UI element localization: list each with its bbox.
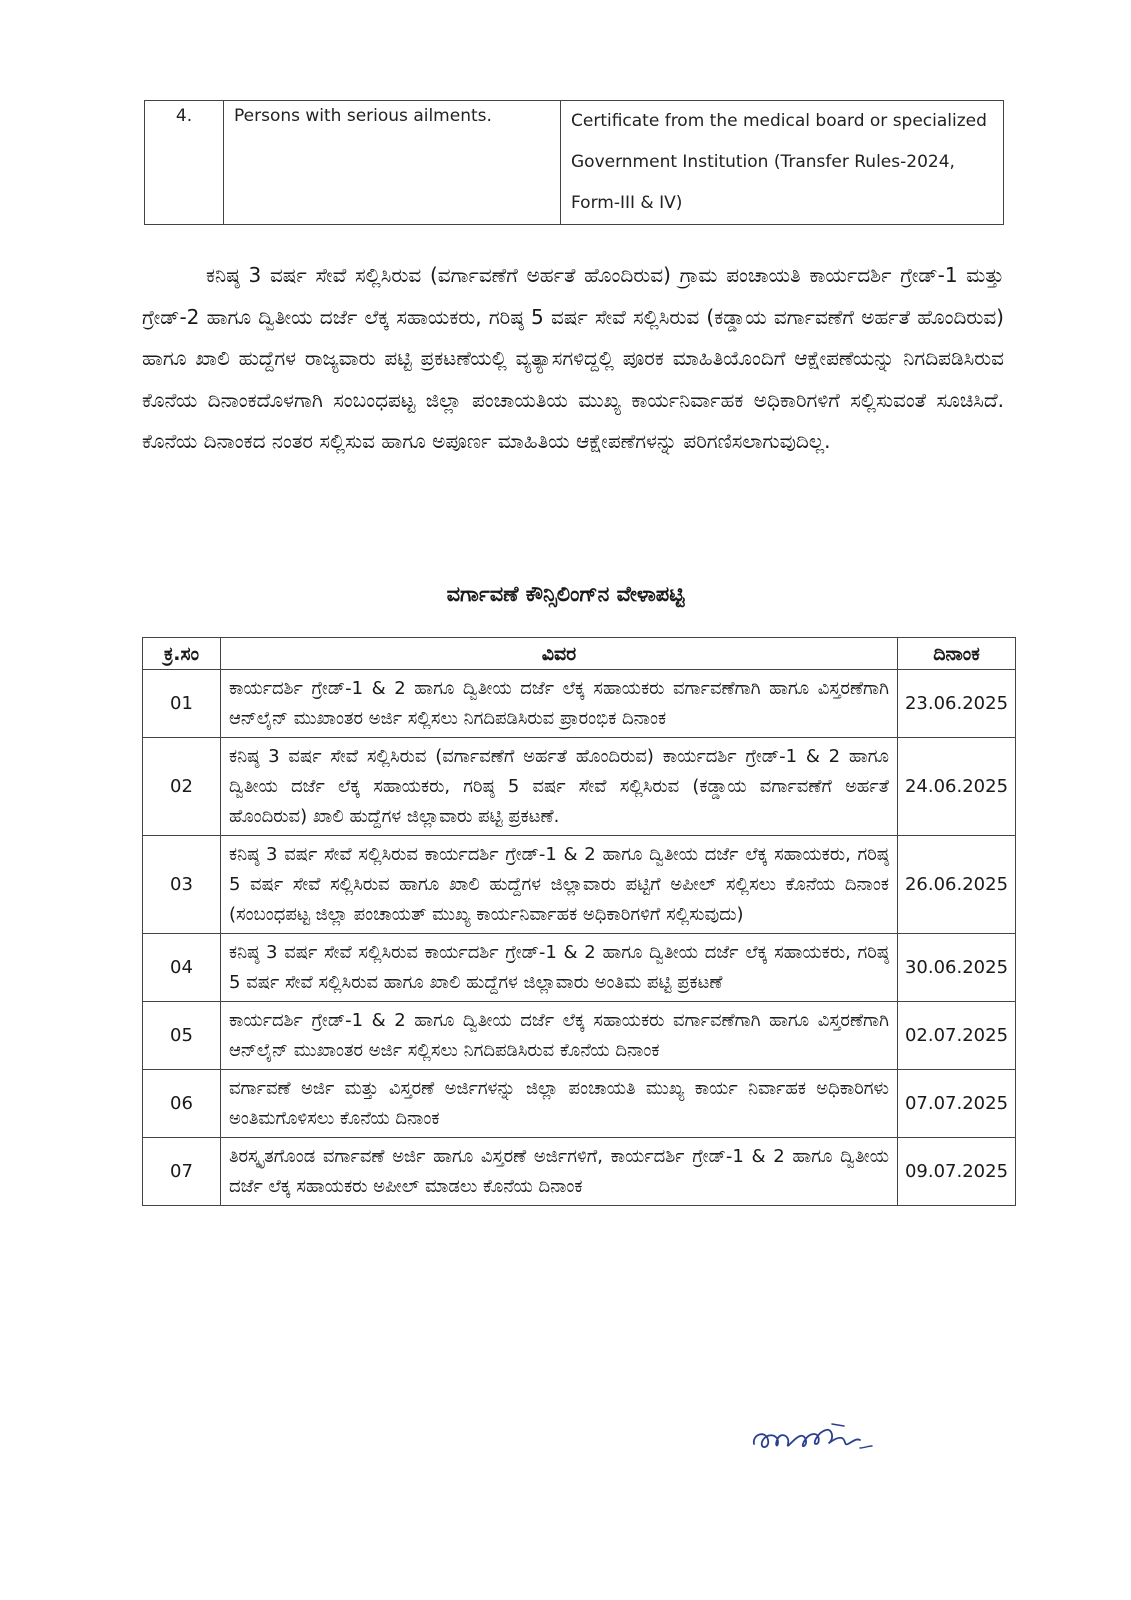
- row-details: ಕನಿಷ್ಠ 3 ವರ್ಷ ಸೇವೆ ಸಲ್ಲಿಸಿರುವ ಕಾರ್ಯದರ್ಶಿ ಗ್ರೇಡ್-1 & 2 ಹಾಗೂ ದ್ವಿತೀಯ ದರ್ಜೆ ಲೆಕ್ಕ ಸಹಾಯಕರು, ಗರಿಷ್ಠ 5 ವರ್ಷ ಸೇವೆ ಸಲ್ಲಿಸಿರುವ ಹಾಗೂ ಖಾಲಿ ಹುದ್ದೆಗಳ ಜಿಲ್ಲಾವಾರು ಪಟ್ಟಿಗೆ ಅಪೀಲ್ ಸಲ್ಲಿಸಲು ಕೊನೆಯ ದಿನಾಂಕ (ಸಂಬಂಧಪಟ್ಟ ಜಿಲ್ಲಾ ಪಂಚಾಯತ್ ಮುಖ್ಯ ಕಾರ್ಯನಿರ್ವಾಹಕ ಅಧಿಕಾರಿಗಳಿಗೆ ಸಲ್ಲಿಸುವುದು): [221, 836, 898, 934]
- row-number: 03: [143, 836, 221, 934]
- column-header-details: ವಿವರ: [221, 638, 898, 670]
- row-number: 02: [143, 738, 221, 836]
- row-details: ಕಾರ್ಯದರ್ಶಿ ಗ್ರೇಡ್-1 & 2 ಹಾಗೂ ದ್ವಿತೀಯ ದರ್ಜೆ ಲೆಕ್ಕ ಸಹಾಯಕರು ವರ್ಗಾವಣೆಗಾಗಿ ಹಾಗೂ ವಿಸ್ತರಣೆಗಾಗಿ ಆನ್‌ಲೈನ್ ಮುಖಾಂತರ ಅರ್ಜಿ ಸಲ್ಲಿಸಲು ನಿಗದಿಪಡಿಸಿರುವ ಪ್ರಾರಂಭಿಕ ದಿನಾಂಕ: [221, 670, 898, 738]
- row-date: 30.06.2025: [898, 934, 1016, 1002]
- row-date: 09.07.2025: [898, 1138, 1016, 1206]
- row-details: ತಿರಸ್ಕೃತಗೊಂಡ ವರ್ಗಾವಣೆ ಅರ್ಜಿ ಹಾಗೂ ವಿಸ್ತರಣೆ ಅರ್ಜಿಗಳಿಗೆ, ಕಾರ್ಯದರ್ಶಿ ಗ್ರೇಡ್-1 & 2 ಹಾಗೂ ದ್ವಿತೀಯ ದರ್ಜೆ ಲೆಕ್ಕ ಸಹಾಯಕರು ಅಪೀಲ್ ಮಾಡಲು ಕೊನೆಯ ದಿನಾಂಕ: [221, 1138, 898, 1206]
- table-row: [145, 101, 1004, 225]
- row-number: 01: [143, 670, 221, 738]
- row-number: 04: [143, 934, 221, 1002]
- table-row: [143, 1002, 1016, 1070]
- table-row: [143, 670, 1016, 738]
- row-details: ಕಾರ್ಯದರ್ಶಿ ಗ್ರೇಡ್-1 & 2 ಹಾಗೂ ದ್ವಿತೀಯ ದರ್ಜೆ ಲೆಕ್ಕ ಸಹಾಯಕರು ವರ್ಗಾವಣೆಗಾಗಿ ಹಾಗೂ ವಿಸ್ತರಣೆಗಾಗಿ ಆನ್‌ಲೈನ್ ಮುಖಾಂತರ ಅರ್ಜಿ ಸಲ್ಲಿಸಲು ನಿಗದಿಪಡಿಸಿರುವ ಕೊನೆಯ ದಿನಾಂಕ: [221, 1002, 898, 1070]
- proof-document-cell: Certificate from the medical board or specialized Government Institution (Transfer Rules-2024, Form-III & IV): [561, 101, 1004, 225]
- row-details: ಕನಿಷ್ಠ 3 ವರ್ಷ ಸೇವೆ ಸಲ್ಲಿಸಿರುವ (ವರ್ಗಾವಣೆಗೆ ಅರ್ಹತೆ ಹೊಂದಿರುವ) ಕಾರ್ಯದರ್ಶಿ ಗ್ರೇಡ್-1 & 2 ಹಾಗೂ ದ್ವಿತೀಯ ದರ್ಜೆ ಲೆಕ್ಕ ಸಹಾಯಕರು, ಗರಿಷ್ಠ 5 ವರ್ಷ ಸೇವೆ ಸಲ್ಲಿಸಿರುವ (ಕಡ್ಡಾಯ ವರ್ಗಾವಣೆಗೆ ಅರ್ಹತೆ ಹೊಂದಿರುವ) ಖಾಲಿ ಹುದ್ದೆಗಳ ಜಿಲ್ಲಾವಾರು ಪಟ್ಟಿ ಪ್ರಕಟಣೆ.: [221, 738, 898, 836]
- row-date: 07.07.2025: [898, 1070, 1016, 1138]
- category-cell: Persons with serious ailments.: [224, 101, 561, 225]
- table-header-row: [143, 638, 1016, 670]
- table-row: [143, 1070, 1016, 1138]
- column-header-date: ದಿನಾಂಕ: [898, 638, 1016, 670]
- table-row: [143, 836, 1016, 934]
- ailments-proof-table: [144, 100, 1004, 225]
- row-details: ವರ್ಗಾವಣೆ ಅರ್ಜಿ ಮತ್ತು ವಿಸ್ತರಣೆ ಅರ್ಜಿಗಳನ್ನು ಜಿಲ್ಲಾ ಪಂಚಾಯತಿ ಮುಖ್ಯ ಕಾರ್ಯ ನಿರ್ವಾಹಕ ಅಧಿಕಾರಿಗಳು ಅಂತಿಮಗೊಳಿಸಲು ಕೊನೆಯ ದಿನಾಂಕ: [221, 1070, 898, 1138]
- row-date: 02.07.2025: [898, 1002, 1016, 1070]
- column-header-serial: ಕ್ರ.ಸಂ: [143, 638, 221, 670]
- row-date: 23.06.2025: [898, 670, 1016, 738]
- row-date: 26.06.2025: [898, 836, 1016, 934]
- row-number: 07: [143, 1138, 221, 1206]
- schedule-title: ವರ್ಗಾವಣೆ ಕೌನ್ಸಿಲಿಂಗ್‌ನ ವೇಳಾಪಟ್ಟಿ: [446, 582, 685, 606]
- row-date: 24.06.2025: [898, 738, 1016, 836]
- row-number: 06: [143, 1070, 221, 1138]
- counselling-schedule-table: [142, 637, 1016, 1206]
- row-details: ಕನಿಷ್ಠ 3 ವರ್ಷ ಸೇವೆ ಸಲ್ಲಿಸಿರುವ ಕಾರ್ಯದರ್ಶಿ ಗ್ರೇಡ್-1 & 2 ಹಾಗೂ ದ್ವಿತೀಯ ದರ್ಜೆ ಲೆಕ್ಕ ಸಹಾಯಕರು, ಗರಿಷ್ಠ 5 ವರ್ಷ ಸೇವೆ ಸಲ್ಲಿಸಿರುವ ಹಾಗೂ ಖಾಲಿ ಹುದ್ದೆಗಳ ಜಿಲ್ಲಾವಾರು ಅಂತಿಮ ಪಟ್ಟಿ ಪ್ರಕಟಣೆ: [221, 934, 898, 1002]
- table-row: [143, 1138, 1016, 1206]
- serial-number-cell: 4.: [145, 101, 224, 225]
- row-number: 05: [143, 1002, 221, 1070]
- table-row: [143, 934, 1016, 1002]
- table-row: [143, 738, 1016, 836]
- signature: [748, 1418, 878, 1458]
- objection-instructions-paragraph: ಕನಿಷ್ಠ 3 ವರ್ಷ ಸೇವೆ ಸಲ್ಲಿಸಿರುವ (ವರ್ಗಾವಣೆಗೆ ಅರ್ಹತೆ ಹೊಂದಿರುವ) ಗ್ರಾಮ ಪಂಚಾಯತಿ ಕಾರ್ಯದರ್ಶಿ ಗ್ರೇಡ್-1 ಮತ್ತು ಗ್ರೇಡ್-2 ಹಾಗೂ ದ್ವಿತೀಯ ದರ್ಜೆ ಲೆಕ್ಕ ಸಹಾಯಕರು, ಗರಿಷ್ಠ 5 ವರ್ಷ ಸೇವೆ ಸಲ್ಲಿಸಿರುವ (ಕಡ್ಡಾಯ ವರ್ಗಾವಣೆಗೆ ಅರ್ಹತೆ ಹೊಂದಿರುವ) ಹಾಗೂ ಖಾಲಿ ಹುದ್ದೆಗಳ ರಾಜ್ಯವಾರು ಪಟ್ಟಿ ಪ್ರಕಟಣೆಯಲ್ಲಿ ವ್ಯತ್ಯಾಸಗಳಿದ್ದಲ್ಲಿ ಪೂರಕ ಮಾಹಿತಿಯೊಂದಿಗೆ ಆಕ್ಷೇಪಣೆಯನ್ನು ನಿಗದಿಪಡಿಸಿರುವ ಕೊನೆಯ ದಿನಾಂಕದೊಳಗಾಗಿ ಸಂಬಂಧಪಟ್ಟ ಜಿಲ್ಲಾ ಪಂಚಾಯತಿಯ ಮುಖ್ಯ ಕಾರ್ಯನಿರ್ವಾಹಕ ಅಧಿಕಾರಿಗಳಿಗೆ ಸಲ್ಲಿಸುವಂತೆ ಸೂಚಿಸಿದೆ. ಕೊನೆಯ ದಿನಾಂಕದ ನಂತರ ಸಲ್ಲಿಸುವ ಹಾಗೂ ಅಪೂರ್ಣ ಮಾಹಿತಿಯ ಆಕ್ಷೇಪಣೆಗಳನ್ನು ಪರಿಗಣಿಸಲಾಗುವುದಿಲ್ಲ.: [142, 263, 1004, 453]
